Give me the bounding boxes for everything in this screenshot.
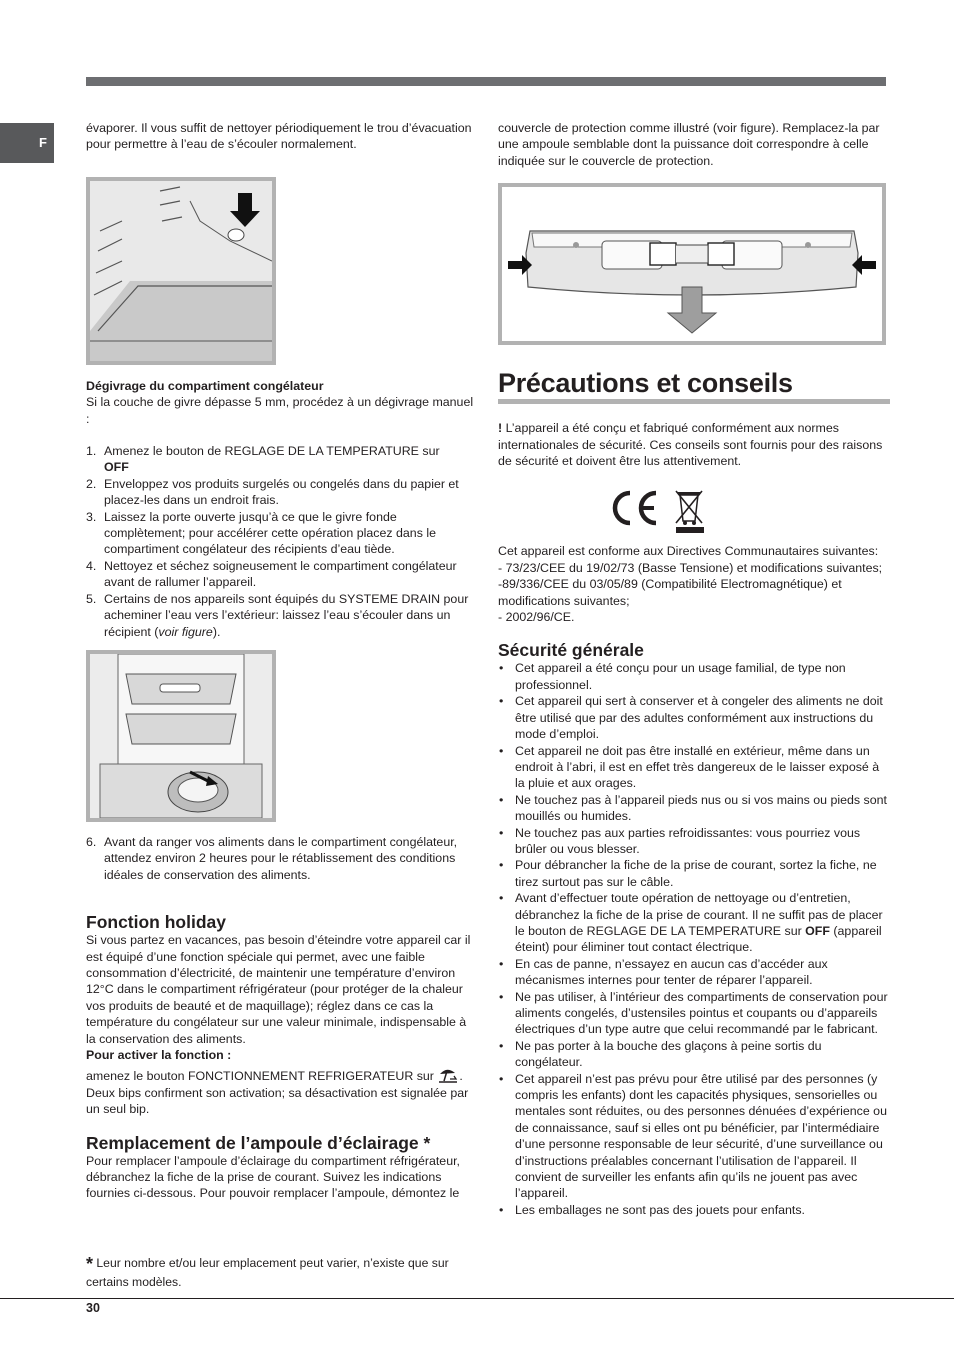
list-item: • Avant d’effectuer toute opération de nettoyage ou d’entretien, débranchez la fiche de la prise de courant. Il ne suffit pas de placer le bouton de REGLAGE DE LA TEMPERATURE sur OFF (appareil éteint) pour éliminer tout contact électrique.: [498, 890, 890, 956]
conformity-block: [498, 543, 890, 625]
defrost-title: Dégivrage du compartiment congélateur: [86, 378, 324, 393]
ce-mark-and-bin-icon: [610, 483, 710, 535]
list-item: 5. Certains de nos appareils sont équipés du SYSTEME DRAIN pour acheminer l’eau vers l’extérieur: laissez l’eau s’écouler dans un récipient (voir figure).: [86, 591, 469, 639]
drain-container-illustration: [90, 654, 272, 818]
list-item: 3. Laissez la porte ouverte jusqu’à ce que le givre fonde complètement; pour accélérer cette opération placez dans le compartiment congélateur des récipients d’eau tiède.: [86, 509, 436, 557]
footer-rule: [0, 1298, 954, 1299]
left-intro: évaporer. Il vous suffit de nettoyer périodiquement le trou d’évacuation pour permettre à l’eau de s’écouler normalement.: [86, 121, 472, 152]
left-column: [86, 120, 476, 1202]
conformity-line: -89/336/CEE du 03/05/89 (Compatibilité Electromagnétique) et modifications suivantes;: [498, 577, 842, 608]
holiday-umbrella-icon: [437, 1067, 459, 1083]
bulb-text: Pour remplacer l’ampoule d’éclairage du compartiment réfrigérateur, débranchez la fiche de la prise de courant. Suivez les indications fournies ci-dessous. Pour pouvoir remplacer l’ampoule, démontez le: [86, 1153, 460, 1201]
drain-system-figure: [86, 650, 276, 822]
security-list: [498, 660, 890, 1218]
holiday-title: Fonction holiday: [86, 912, 226, 933]
footnote: * Leur nombre et/ou leur emplacement peut varier, n’existe que sur certains modèles.: [86, 1254, 449, 1289]
warning-mark-icon: !: [498, 421, 503, 436]
conformity-line: Cet appareil est conforme aux Directives Communautaires suivantes:: [498, 544, 879, 559]
right-intro: couvercle de protection comme illustré (voir figure). Remplacez-la par une ampoule semblable dont la puissance doit correspondre à celle indiquée sur le couvercle de protection.: [498, 121, 880, 168]
freezer-drain-hole-figure: [86, 177, 276, 365]
defrost-intro: Si la couche de givre dépasse 5 mm, procédez à un dégivrage manuel :: [86, 395, 474, 426]
list-item: 1. Amenez le bouton de REGLAGE DE LA TEMPERATURE sur OFF: [86, 444, 440, 475]
list-item: • Cet appareil a été conçu pour un usage familial, de type non professionnel.: [498, 660, 890, 693]
activate-text: amenez le bouton FONCTIONNEMENT REFRIGERATEUR sur . Deux bips confirment son activation; sa désactivation est signalée par un seul bip.: [86, 1069, 469, 1117]
list-item: • Cet appareil n’est pas prévu pour être utilisé par des personnes (y compris les enfants) dont les capacités physiques, sensorielles ou mentales sont réduites, ou des personnes dénuées d’expérience ou de connaissance, sauf si elles ont pu bénéficier, par l’intermédiaire d’une personne responsable de leur sécurité, d’une surveillance ou d’instructions préalables concernant l’utilisation de l’appareil. Il convient de surveiller les enfants afin qu’ils ne jouent pas avec l’appareil.: [498, 1071, 890, 1202]
conformity-line: - 73/23/CEE du 19/02/73 (Basse Tensione) et modifications suivantes;: [498, 560, 883, 575]
list-item: • Ne pas utiliser, à l’intérieur des compartiments de conservation pour aliments congelés, d’ustensiles pointus et coupants ou d’appareils électriques d’un type autre que celui recommandé par le fabricant.: [498, 989, 890, 1038]
list-item: 2. Enveloppez vos produits surgelés ou congelés dans du papier et placez-les dans un endroit frais.: [86, 476, 459, 508]
list-item: • Les emballages ne sont pas des jouets pour enfants.: [498, 1202, 890, 1218]
defrost-step-6: [86, 834, 476, 883]
warning-text: ! L’appareil a été conçu et fabriqué conformément aux normes internationales de sécurité. Ces conseils sont fournis pour des raisons de sécurité et doivent être lus attentivement.: [498, 421, 883, 469]
activate-title: Pour activer la fonction :: [86, 1047, 232, 1062]
list-item: 4. Nettoyez et séchez soigneusement le compartiment congélateur avant de rallumer l’appareil.: [86, 558, 457, 590]
list-item: • Cet appareil qui sert à conserver et à congeler des aliments ne doit être utilisé que par des adultes conformément aux instructions du mode d’emploi.: [498, 693, 890, 742]
list-item: • Cet appareil ne doit pas être installé en extérieur, même dans un endroit à l’abri, il est en effet très dangereux de le laisser exposé à la pluie et aux orages.: [498, 743, 890, 792]
conformity-line: - 2002/96/CE.: [498, 610, 575, 625]
list-item: • Ne touchez pas à l’appareil pieds nus ou si vos mains ou pieds sont mouillés ou humides.: [498, 792, 890, 825]
list-item: 6. Avant da ranger vos aliments dans le compartiment congélateur, attendez environ 2 heures pour le rétablissement des conditions idéales de conservation des aliments.: [86, 834, 458, 882]
right-column: [498, 120, 890, 1218]
lamp-cover-illustration: [502, 187, 882, 341]
defrost-steps: [86, 443, 476, 640]
list-item: • Ne touchez pas aux parties refroidissantes: vous pourriez vous brûler ou vous blesser.: [498, 825, 890, 858]
ce-weee-marks: [610, 483, 890, 539]
page-number: 30: [86, 1301, 100, 1315]
list-item: • En cas de panne, n’essayez en aucun cas d’accéder aux mécanismes internes pour tenter de réparer l’appareil.: [498, 956, 890, 989]
bulb-title: Remplacement de l’ampoule d’éclairage *: [86, 1132, 431, 1153]
list-item: • Ne pas porter à la bouche des glaçons à peine sortis du congélateur.: [498, 1038, 890, 1071]
security-title: Sécurité générale: [498, 640, 644, 661]
top-rule: [86, 77, 886, 86]
freezer-drain-illustration: [90, 181, 272, 361]
title-underline: [498, 399, 890, 404]
language-tab: F: [0, 123, 54, 163]
holiday-text: Si vous partez en vacances, pas besoin d’éteindre votre appareil car il est équipé d’une fonction spéciale qui permet, avec une faible consommation d’électricité, de maintenir une température d’environ 12°C dans le compartiment réfrigérateur (pour protéger de la chaleur vos produits de beauté et de maquillage); réglez dans ce cas la température du congélateur sur une valeur minimale, indispensable à la conservation des aliments.: [86, 933, 471, 1046]
lamp-cover-figure: [498, 183, 886, 345]
page-title: Précautions et conseils: [498, 368, 793, 399]
list-item: • Pour débrancher la fiche de la prise de courant, sortez la fiche, ne tirez surtout pas sur le câble.: [498, 857, 890, 890]
